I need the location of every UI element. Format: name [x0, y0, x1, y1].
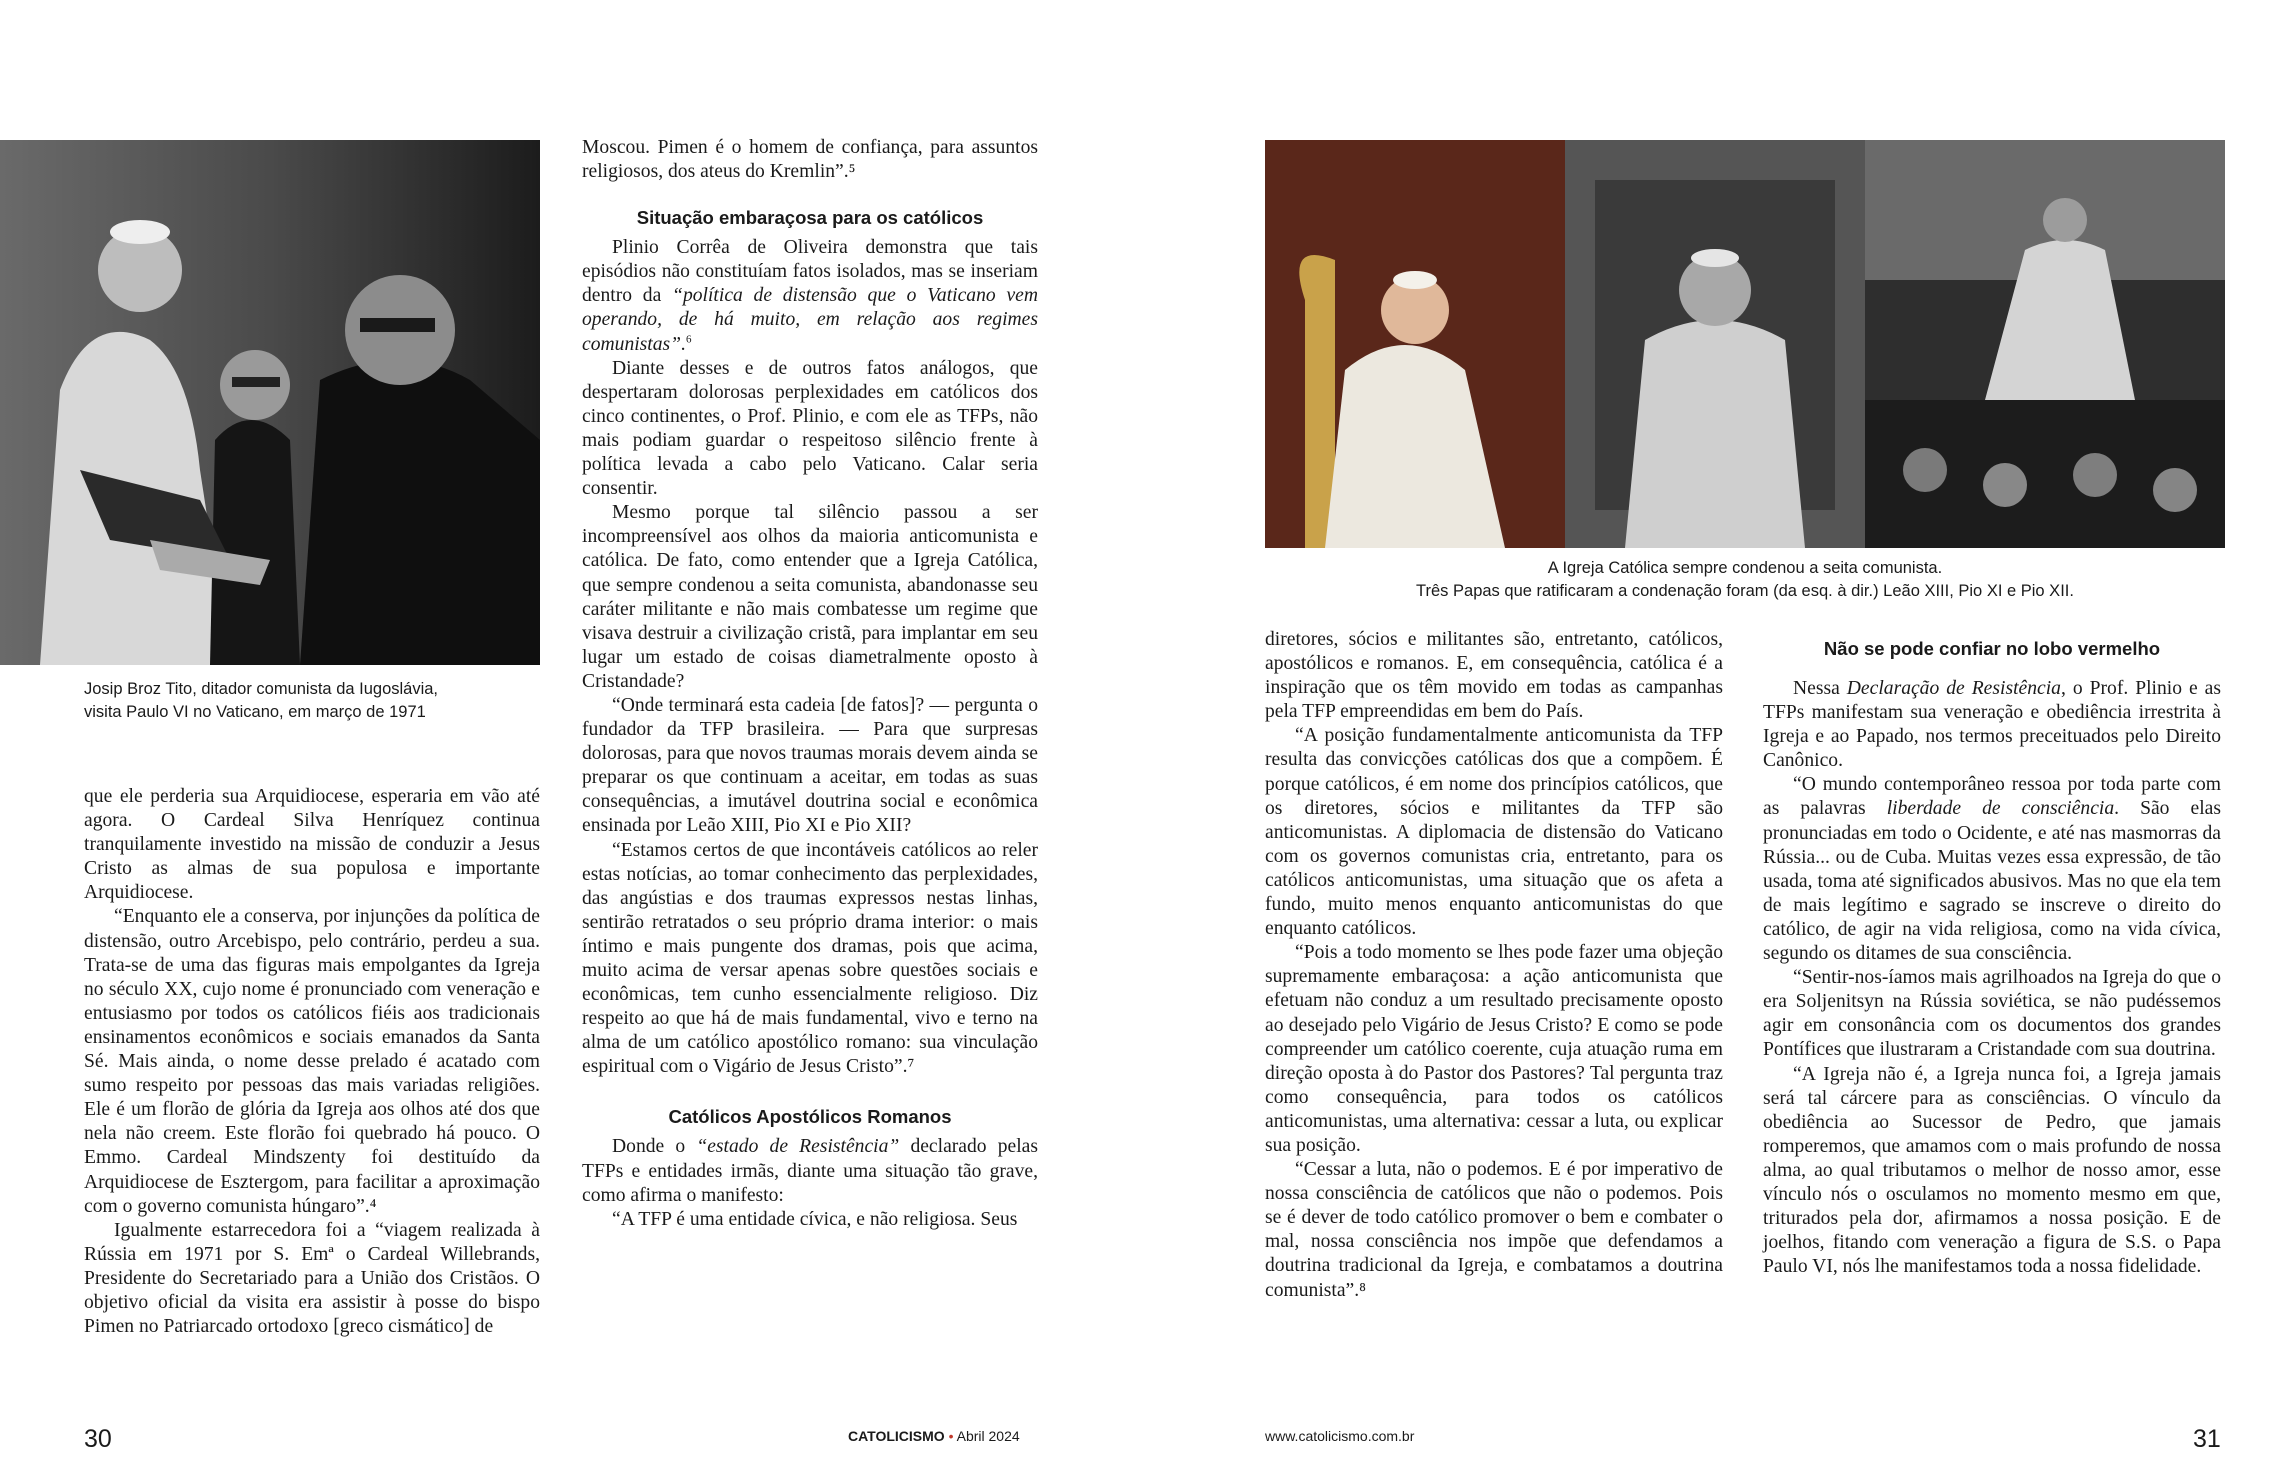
photo-caption-right [1265, 557, 2225, 603]
photo-caption-left-line1: Josip Broz Tito, ditador comunista da Iugoslávia, [84, 680, 439, 698]
paragraph-text: “O mundo contemporâneo ressoa por toda parte com as palavras [1763, 774, 2221, 820]
column-2 [582, 136, 1038, 1232]
paragraph: “Onde terminará esta cadeia [de fatos]? — pergunta o fundador da TFP brasileira. — Para que surpresas dolorosas, para que novos traumas morais devem ainda se preparar os que continuam a aceitar, em todas as suas consequências, a imutável doutrina social e econômica ensinada por Leão XIII, Pio XI e Pio XII? [582, 694, 1038, 837]
paragraph [582, 1135, 1038, 1207]
section-heading: Católicos Apostólicos Romanos [668, 1106, 952, 1128]
footer-url[interactable]: www.catolicismo.com.br [1265, 1428, 1415, 1444]
paragraph: “Enquanto ele a conserva, por injunções da política de distensão, outro Arcebispo, pelo contrário, perdeu a sua. Trata-se de uma das figuras mais empolgantes da Igreja no século XX, cujo nome é pronunciado com veneração e entusiasmo por todos os católicos fiéis aos tradicionais ensinamentos econômicos e sociais emanados da Santa Sé. Mais ainda, o nome desse prelado é acatado com sumo respeito por pessoas das mais variadas religiões. Ele é um florão de glória da Igreja aos olhos até dos que nela não creem. Este florão foi quebrado há pouco. O Emmo. Cardeal Mindszenty foi destituído da Arquidiocese de Esztergom, para facilitar a aproximação com o governo comunista húngaro”.⁴ [84, 906, 541, 1217]
paragraph: “A Igreja não é, a Igreja nunca foi, a Igreja jamais será tal cárcere para as consciências. O vínculo da obediência ao Sucessor de Pedro, que jamais romperemos, que amamos com o mais profundo de nossa alma, ao qual tributamos o melhor de nosso amor, esse vínculo nós o osculamos no momento mesmo em que, triturados pela dor, afirmamos a nossa posição. E de joelhos, fitando com veneração a figura de S.S. o Papa Paulo VI, nós lhe manifestamos toda a nossa fidelidade. [1763, 1063, 2221, 1278]
paragraph-text: Nessa [1793, 678, 1847, 699]
paragraph-text: Donde o [612, 1136, 697, 1158]
section-heading: Situação embaraçosa para os católicos [636, 207, 984, 229]
photo-caption-right-line1: A Igreja Católica sempre condenou a seita comunista. [1547, 559, 1943, 577]
paragraph: que ele perderia sua Arquidiocese, esperaria em vão até agora. O Cardeal Silva Henríquez continua tranquilamente investido na missão de conduzir a Jesus Cristo as almas de sua populosa e importante Arquidiocese. [84, 786, 540, 904]
paragraph-text: Plinio Corrêa de Oliveira demonstra que tais episódios não constituíam fatos isolados, mas se inseriam dentro da [582, 237, 1038, 307]
paragraph: Moscou. Pimen é o homem de confiança, para assuntos religiosos, dos ateus do Kremlin”.⁵ [582, 137, 1038, 183]
footnote-mark: 6 [685, 333, 692, 346]
section-heading: Não se pode confiar no lobo vermelho [1823, 638, 2161, 659]
photo-tito-paulo-vi [0, 140, 540, 665]
photo-caption-left [84, 678, 564, 724]
issue-date: Abril 2024 [956, 1428, 1020, 1444]
footer-bullet: • [948, 1428, 954, 1444]
column-1 [84, 785, 540, 1339]
quote-italic: “política de distensão que o Vaticano vem operando, de há muito, em relação aos regimes comunistas”. [582, 285, 1038, 355]
paragraph: “Estamos certos de que incontáveis católicos ao reler estas notícias, ao tomar conhecimento das perplexidades, das angústias e dos traumas expressos nestas linhas, sentirão retratados o seu próprio drama interior: o mais íntimo e mais pungente dos dramas, pois que acima, muito acima de versar apenas sobre questões sociais e econômicas, tem cunho essencialmente religioso. Diz respeito ao que há de mais fundamental, vivo e terno na alma de um católico apostólico romano: sua vinculação espiritual com o Vigário de Jesus Cristo”.⁷ [582, 839, 1038, 1078]
footer-magazine [848, 1428, 1020, 1444]
column-4 [1763, 637, 2221, 1279]
paragraph: “Cessar a luta, não o podemos. E é por imperativo de nossa consciência de católicos que não o podemos. Pois se é dever de todo católico promover o bem e combater o mal, nossa consciência nos impõe que defendamos a doutrina tradicional da Igreja, e combatamos a doutrina comunista”.⁸ [1265, 1159, 1723, 1301]
paragraph [1763, 773, 2221, 966]
paragraph: “Pois a todo momento se lhes pode fazer uma objeção supremamente embaraçosa: a ação anticomunista que efetuam não conduz a um resultado precisamente oposto ao desejado pelo Vigário de Jesus Cristo? E como se pode compreender um católico coerente, cuja atuação ruma em direção oposta à do Pastor dos Pastores? Tal pergunta traz como consequência, para todos os católicos anticomunistas, uma alternativa: cessar a luta, ou explicar sua posição. [1265, 942, 1723, 1156]
photo-caption-left-line2: visita Paulo VI no Vaticano, em março de 1971 [84, 703, 426, 721]
paragraph: Igualmente estarrecedora foi a “viagem realizada à Rússia em 1971 por S. Emª o Cardeal Willebrands, Presidente do Secretariado para a União dos Cristãos. O objetivo oficial da visita era assistir à posse do bispo Pimen no Patriarcado ortodoxo [greco cismático] de [84, 1219, 540, 1338]
quote-italic: Declaração de Resistência [1846, 678, 2061, 699]
paragraph-text: . São elas pronunciadas em todo o Ocidente, e até nas masmorras da Rússia... ou de Cuba. Muitas vezes essa expressão, de tão usada, toma até significados abusivos. Mas no que ela tem de mais legítimo e sagrado se inscreve o direito do católico, de agir na vida religiosa, como na vida cívica, segundo os ditames de sua consciência. [1763, 798, 2221, 965]
paragraph: Diante desses e de outros fatos análogos, que despertaram dolorosas perplexidades em católicos dos cinco continentes, o Prof. Plinio, e com ele as TFPs, não mais podiam guardar o respeitoso silêncio frente à política levada a cabo pelo Vaticano. Calar seria consentir. [582, 357, 1038, 500]
paragraph-text: , o Prof. Plinio e as TFPs manifestam sua veneração e obediência irrestrita à Igreja e ao Papado, nos termos preceituados pelo Direito Canônico. [1763, 678, 2221, 772]
paragraph [1763, 677, 2221, 773]
magazine-name: CATOLICISMO [848, 1428, 945, 1444]
photo-three-popes [1265, 140, 2225, 548]
paragraph: diretores, sócios e militantes são, entretanto, católicos, apostólicos e romanos. E, em consequência, católica é a inspiração que os têm movido em todas as campanhas pela TFP empreendidas em bem do País. [1265, 629, 1723, 723]
quote-italic: “estado de Resistência” [696, 1136, 900, 1158]
page-number-left: 30 [84, 1425, 112, 1453]
page-number-right: 31 [2193, 1425, 2221, 1453]
paragraph: “A posição fundamentalmente anticomunista da TFP resulta das convicções católicas dos que a compõem. É porque católicos, é em nome dos princípios católicos, que os diretores, sócios e militantes da TFP são anticomunistas. A diplomacia de distensão do Vaticano com os governos comunistas cria, entretanto, para os católicos anticomunistas, uma situação que os afeta a fundo, muito menos enquanto anticomunistas do que enquanto católicos. [1265, 725, 1723, 940]
paragraph: “A TFP é uma entidade cívica, e não religiosa. Seus [612, 1208, 1018, 1230]
paragraph [582, 236, 1038, 356]
quote-italic: liberdade de consciência [1886, 798, 2115, 820]
paragraph: Mesmo porque tal silêncio passou a ser incompreensível aos olhos da maioria anticomunista e católica. De fato, como entender que a Igreja Católica, que sempre condenou a seita comunista, abandonasse seu caráter militante e não mais combatesse um regime que visava destruir a civilização cristã, para implantar em seu lugar um estado de coisas diametralmente oposto à Cristandade? [582, 502, 1038, 692]
paragraph: “Sentir-nos-íamos mais agrilhoados na Igreja do que o era Soljenitsyn na Rússia soviética, se não pudéssemos agir em consonância com os documentos dos grandes Pontífices que ilustraram a Cristandade com sua doutrina. [1763, 967, 2221, 1061]
photo-tito-paulo-vi-image [0, 140, 540, 665]
column-3 [1265, 628, 1723, 1303]
photo-caption-right-line2: Três Papas que ratificaram a condenação foram (da esq. à dir.) Leão XIII, Pio XI e Pio XII. [1416, 582, 2074, 600]
paragraph-text: declarado pelas TFPs e entidades irmãs, diante uma situação tão grave, como afirma o manifesto: [582, 1136, 1038, 1206]
photo-three-popes-image [1265, 140, 2225, 548]
